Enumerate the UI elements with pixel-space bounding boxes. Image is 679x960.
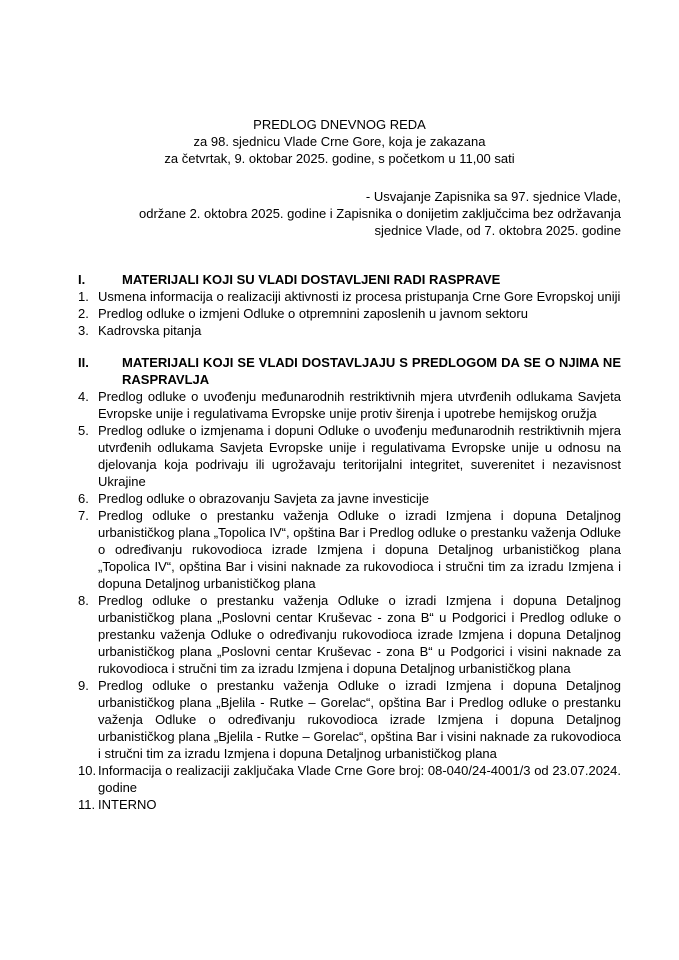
agenda-item-4 [78, 388, 621, 422]
header-session-line: za 98. sjednicu Vlade Crne Gore, koja je zakazana [193, 134, 486, 149]
section-2-heading-row [78, 354, 621, 388]
minutes-note-line-3: sjednice Vlade, od 7. oktobra 2025. godine [374, 223, 621, 238]
agenda-item-2-text: Predlog odluke o izmjeni Odluke o otpremnini zaposlenih u javnom sektoru [98, 306, 528, 321]
agenda-content [78, 271, 621, 813]
agenda-item-10 [78, 762, 621, 796]
agenda-item-5-number: 5. [78, 423, 89, 438]
section-2-numeral: II. [78, 355, 89, 370]
agenda-item-1 [78, 288, 621, 305]
agenda-item-1-number: 1. [78, 289, 89, 304]
agenda-item-3-text: Kadrovska pitanja [98, 323, 202, 338]
agenda-item-10-number: 10. [78, 763, 97, 778]
section-materials-for-discussion [78, 271, 621, 339]
agenda-item-7-number: 7. [78, 508, 89, 523]
section-materials-without-discussion [78, 354, 621, 813]
agenda-item-7 [78, 507, 621, 592]
section-1-title: MATERIJALI KOJI SU VLADI DOSTAVLJENI RADI RASPRAVE [122, 272, 501, 287]
agenda-item-5-text: Predlog odluke o izmjenama i dopuni Odluke o uvođenju međunarodnih restriktivnih mjera utvrđenih odlukama Savjeta Evropske unije i regulativama Evropske unije u odnosu na djelovanja koja podrivaju ili ugrožavaju teritorijalni integritet, suverenitet i nezavisnost Ukrajine [98, 423, 621, 489]
agenda-item-1-text: Usmena informacija o realizaciji aktivnosti iz procesa pristupanja Crne Gore Evropskoj uniji [98, 289, 621, 304]
agenda-item-6-text: Predlog odluke o obrazovanju Savjeta za javne investicije [98, 491, 429, 506]
agenda-item-8 [78, 592, 621, 677]
agenda-item-4-text: Predlog odluke o uvođenju međunarodnih restriktivnih mjera utvrđenih odlukama Savjeta Evropske unije i regulativama Evropske unije protiv širenja i upotrebe hemijskog oružja [98, 389, 621, 421]
section-1-numeral: I. [78, 272, 86, 287]
agenda-item-9 [78, 677, 621, 762]
agenda-item-6-number: 6. [78, 491, 89, 506]
section-1-heading-row [78, 271, 621, 288]
agenda-item-11-number: 11. [78, 797, 96, 812]
agenda-item-4-number: 4. [78, 389, 89, 404]
agenda-item-3-number: 3. [78, 323, 89, 338]
agenda-item-8-text: Predlog odluke o prestanku važenja Odluke o izradi Izmjena i dopuna Detaljnog urbanističkog plana „Poslovni centar Kruševac - zona B“ u Podgorici i Predlog odluke o prestanku važenja Odluke o određivanju rukovodioca izrade Izmjena i dopuna Detaljnog urbanističkog plana „Poslovni centar Kruševac - zona B“ u Podgorici i visini naknade za rukovodioca i stručni tim za izradu Izmjena i dopuna Detaljnog urbanističkog plana [98, 593, 621, 676]
agenda-item-8-number: 8. [78, 593, 89, 608]
agenda-item-5 [78, 422, 621, 490]
section-2-title: MATERIJALI KOJI SE VLADI DOSTAVLJAJU S PREDLOGOM DA SE O NJIMA NE RASPRAVLJA [122, 355, 621, 387]
agenda-item-2 [78, 305, 621, 322]
minutes-note-line-1: - Usvajanje Zapisnika sa 97. sjednice Vlade, [365, 189, 621, 204]
header-date-line: za četvrtak, 9. oktobar 2025. godine, s početkom u 11,00 sati [164, 151, 515, 166]
agenda-item-7-text: Predlog odluke o prestanku važenja Odluke o izradi Izmjena i dopuna Detaljnog urbanističkog plana „Topolica IV“, opština Bar i Predlog odluke o prestanku važenja Odluke o određivanju rukovodioca izrade Izmjena i dopuna Detaljnog urbanističkog plana „Topolica IV“, opština Bar i visini naknade za rukovodioca i stručni tim za izradu Izmjena i dopuna Detaljnog urbanističkog plana [98, 508, 621, 591]
agenda-item-6 [78, 490, 621, 507]
agenda-item-2-number: 2. [78, 306, 89, 321]
agenda-item-9-number: 9. [78, 678, 89, 693]
agenda-item-3 [78, 322, 621, 339]
minutes-note-line-2: održane 2. oktobra 2025. godine i Zapisnika o donijetim zaključcima bez održavanja [138, 206, 621, 221]
agenda-item-9-text: Predlog odluke o prestanku važenja Odluke o izradi Izmjena i dopuna Detaljnog urbanističkog plana „Bjelila - Rutke – Gorelac“, opština Bar i Predlog odluke o prestanku važenja Odluke o određivanju rukovodioca izrade Izmjena i dopuna Detaljnog urbanističkog plana „Bjelila - Rutke – Gorelac“, opština Bar i visini naknade za rukovodioca i stručni tim za izradu Izmjena i dopuna Detaljnog urbanističkog plana [98, 678, 621, 761]
document-title: PREDLOG DNEVNOG REDA [253, 117, 426, 132]
document-header [0, 116, 679, 167]
minutes-adoption-note [78, 188, 621, 239]
agenda-item-11 [78, 796, 621, 813]
agenda-item-10-text: Informacija o realizaciji zaključaka Vlade Crne Gore broj: 08-040/24-4001/3 od 23.07.2024. godine [98, 763, 621, 795]
agenda-item-11-text: INTERNO [98, 797, 157, 812]
